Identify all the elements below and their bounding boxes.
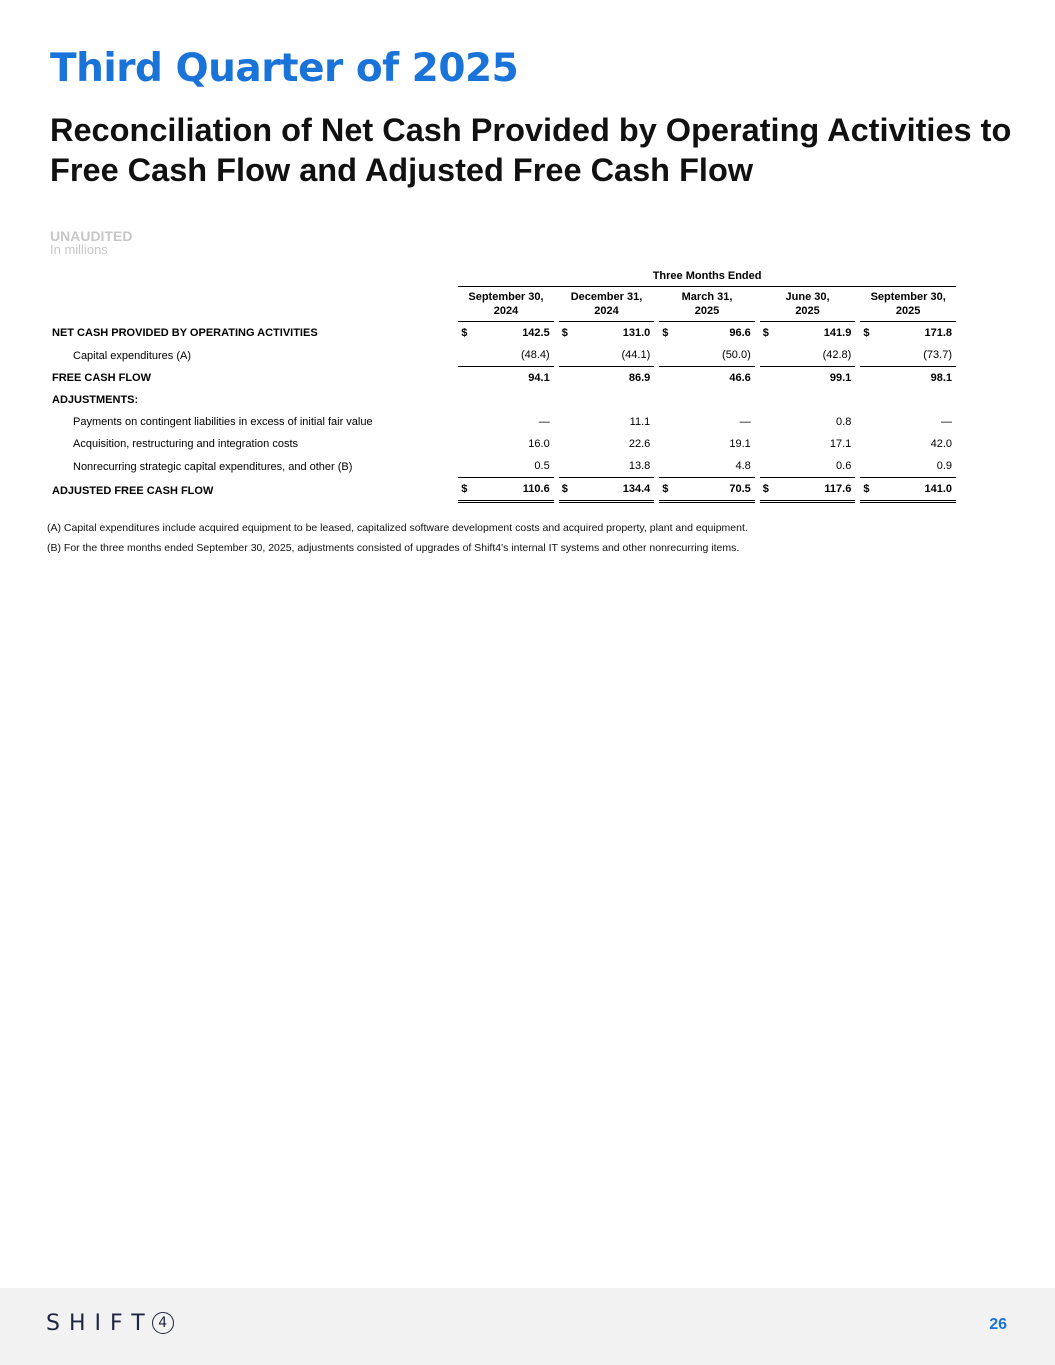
cell-value: 0.9	[936, 460, 952, 472]
cell-value: 16.0	[528, 438, 550, 450]
table-row	[50, 455, 956, 478]
shift4-logo	[46, 1310, 174, 1336]
value-cell	[760, 478, 856, 503]
page-footer	[0, 1288, 1055, 1365]
reconciliation-table	[50, 266, 956, 503]
table-row	[50, 367, 956, 389]
units-label: In millions	[50, 242, 108, 257]
value-cell	[659, 478, 755, 503]
cell-value: (44.1)	[621, 349, 651, 361]
value-cell	[760, 322, 856, 344]
cell-value: 117.6	[824, 483, 852, 495]
cell-value: 22.6	[628, 438, 651, 450]
cell-value: 141.0	[924, 483, 952, 495]
page-subtitle: Reconciliation of Net Cash Provided by Operating Activities to Free Cash Flow and Adjusted Free Cash Flow	[50, 112, 1012, 188]
table-body	[50, 322, 956, 503]
unaudited-label: UNAUDITED	[50, 228, 133, 244]
currency-symbol: $	[662, 327, 669, 339]
value-cell	[760, 411, 856, 433]
cell-value: 94.1	[528, 372, 550, 384]
currency-symbol: $	[461, 483, 468, 495]
table-row	[50, 344, 956, 367]
currency-symbol: $	[461, 327, 468, 339]
footnotes	[47, 518, 1007, 558]
value-cell	[458, 478, 554, 503]
footnote-b: (B) For the three months ended September 30, 2025, adjustments consisted of upgrades of Shift4's internal IT systems and other nonrecurring items.	[47, 542, 740, 554]
value-cell	[458, 455, 554, 478]
cell-value: 17.1	[829, 438, 852, 450]
cell-value: 96.6	[729, 327, 751, 339]
currency-symbol: $	[863, 327, 870, 339]
value-cell	[760, 367, 856, 389]
table-row	[50, 478, 956, 503]
cell-value: (73.7)	[923, 349, 952, 361]
value-cell	[458, 322, 554, 344]
column-header: March 31, 2025	[659, 287, 755, 322]
value-cell	[559, 344, 655, 367]
cell-value: 46.6	[729, 372, 751, 384]
cell-value: 0.8	[836, 416, 852, 428]
value-cell	[760, 455, 856, 478]
column-header: December 31, 2024	[559, 287, 655, 322]
currency-symbol: $	[662, 483, 669, 495]
value-cell	[760, 433, 856, 455]
cell-value: 42.0	[930, 438, 952, 450]
cell-value: 171.8	[924, 327, 952, 339]
page-number: 26	[989, 1316, 1007, 1333]
value-cell	[860, 389, 956, 411]
currency-symbol: $	[762, 483, 769, 495]
value-cell	[860, 367, 956, 389]
cell-value: —	[941, 416, 952, 428]
cell-value: (50.0)	[722, 349, 751, 361]
group-header: Three Months Ended	[458, 266, 956, 287]
value-cell	[659, 411, 755, 433]
value-cell	[659, 344, 755, 367]
value-cell	[659, 322, 755, 344]
row-label: Nonrecurring strategic capital expenditures, and other (B)	[73, 460, 353, 473]
currency-symbol: $	[762, 327, 769, 339]
value-cell	[559, 433, 655, 455]
cell-value: 11.1	[629, 416, 651, 428]
row-label: FREE CASH FLOW	[52, 372, 151, 384]
value-cell	[559, 389, 655, 411]
cell-value: 134.4	[622, 483, 651, 495]
cell-value: —	[538, 416, 550, 428]
value-cell	[860, 344, 956, 367]
table-row	[50, 322, 956, 344]
value-cell	[458, 344, 554, 367]
value-cell	[458, 411, 554, 433]
cell-value: 98.1	[930, 372, 952, 384]
table-column-header-row	[50, 287, 956, 322]
value-cell	[860, 478, 956, 503]
cell-value: 110.6	[522, 483, 550, 495]
value-cell	[860, 433, 956, 455]
page-title: Third Quarter of 2025	[50, 46, 519, 91]
currency-symbol: $	[561, 483, 568, 495]
value-cell	[559, 411, 655, 433]
value-cell	[659, 389, 755, 411]
cell-value: 141.9	[823, 327, 852, 339]
row-label: ADJUSTED FREE CASH FLOW	[52, 484, 214, 497]
value-cell	[659, 433, 755, 455]
cell-value: 0.5	[534, 460, 550, 472]
row-label: Payments on contingent liabilities in excess of initial fair value	[73, 416, 373, 428]
value-cell	[559, 367, 655, 389]
value-cell	[860, 322, 956, 344]
value-cell	[559, 455, 655, 478]
cell-value: 0.6	[836, 460, 852, 472]
logo-wordmark: SHIFT	[46, 1310, 154, 1336]
column-header: June 30, 2025	[760, 287, 856, 322]
value-cell	[659, 455, 755, 478]
table-row	[50, 433, 956, 455]
cell-value: (48.4)	[520, 349, 550, 361]
value-cell	[559, 322, 655, 344]
value-cell	[860, 411, 956, 433]
table-row	[50, 389, 956, 411]
value-cell	[760, 389, 856, 411]
cell-value: 131.0	[622, 327, 651, 339]
cell-value: 4.8	[735, 460, 751, 472]
cell-value: 13.8	[628, 460, 651, 472]
column-header: September 30, 2025	[860, 287, 956, 322]
value-cell	[760, 344, 856, 367]
value-cell	[860, 455, 956, 478]
row-label: ADJUSTMENTS:	[52, 394, 139, 406]
cell-value: 99.1	[829, 372, 852, 384]
currency-symbol: $	[863, 483, 870, 495]
row-label: NET CASH PROVIDED BY OPERATING ACTIVITIES	[52, 327, 318, 339]
value-cell	[659, 367, 755, 389]
currency-symbol: $	[561, 327, 568, 339]
cell-value: 19.1	[729, 438, 751, 450]
value-cell	[458, 389, 554, 411]
cell-value: (42.8)	[822, 349, 852, 361]
table-group-header-row	[50, 266, 956, 287]
value-cell	[458, 433, 554, 455]
cell-value: 86.9	[628, 372, 651, 384]
value-cell	[458, 367, 554, 389]
cell-value: 70.5	[729, 483, 751, 495]
logo-circle-4: 4	[152, 1312, 174, 1334]
row-label: Capital expenditures (A)	[73, 349, 192, 362]
column-header: September 30, 2024	[458, 287, 554, 322]
footnote-a: (A) Capital expenditures include acquired equipment to be leased, capitalized software development costs and acquired property, plant and equipment.	[47, 522, 748, 534]
reconciliation-table-container	[50, 266, 956, 503]
value-cell	[559, 478, 655, 503]
cell-value: —	[739, 416, 751, 428]
cell-value: 142.5	[522, 327, 550, 339]
row-label: Acquisition, restructuring and integration costs	[73, 438, 299, 450]
table-row	[50, 411, 956, 433]
